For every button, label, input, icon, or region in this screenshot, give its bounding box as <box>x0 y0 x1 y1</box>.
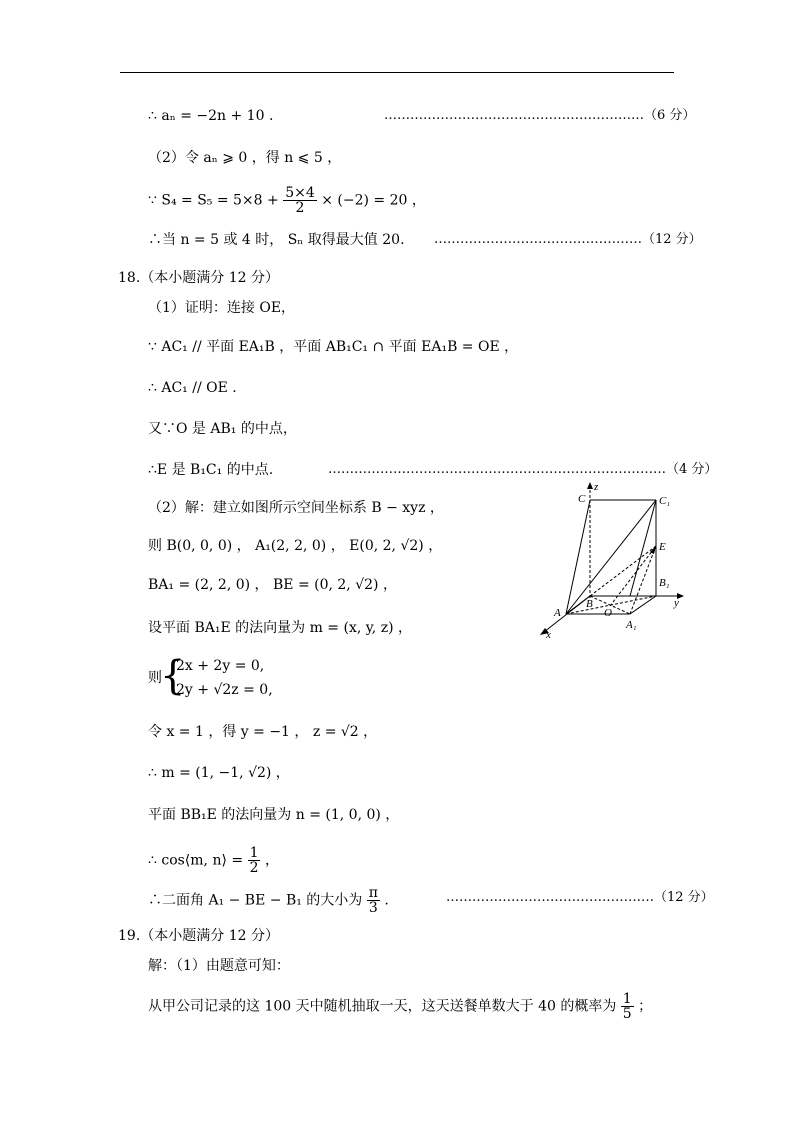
score-12: …………………………………………（12 分） <box>446 890 714 905</box>
text-span: ， <box>264 852 279 869</box>
label-c: C <box>578 493 586 505</box>
label-b: B <box>586 598 593 610</box>
fraction-numerator: 1 <box>622 991 632 1007</box>
text-line: （2）令 aₙ ⩾ 0 ，得 n ⩽ 5 ， <box>148 150 342 166</box>
text-line: 又∵O 是 AB₁ 的中点， <box>148 421 297 437</box>
text-line <box>148 992 652 1021</box>
label-z: z <box>594 481 599 493</box>
fraction-denominator: 5 <box>622 1006 632 1022</box>
fraction-denominator: 2 <box>249 860 259 876</box>
edge-a-c1 <box>566 500 656 614</box>
text-line: 则 B(0, 0, 0) ， A₁(2, 2, 0) ， E(0, 2, √2) ， <box>148 538 443 554</box>
text-span: ∵ S₄ = S₅ = 5×8 + <box>148 192 279 209</box>
text-span: . <box>384 892 389 909</box>
fraction-denominator: 2 <box>295 200 305 216</box>
text-line: 平面 BB₁E 的法向量为 n = (1, 0, 0) ， <box>148 807 400 823</box>
text-span: ； <box>638 998 653 1015</box>
system-brace: { <box>160 653 186 699</box>
fraction <box>248 846 261 875</box>
text-span: 从甲公司记录的这 100 天中随机抽取一天，这天送餐单数大于 40 的概率为 <box>148 998 617 1015</box>
text-line: ∴ AC₁ // OE . <box>148 380 237 396</box>
text-line: ∴ aₙ = −2n + 10 . <box>148 108 274 124</box>
problem-heading: 18.（本小题满分 12 分） <box>118 270 279 286</box>
prism-coordinate-figure <box>530 480 690 640</box>
edge-a1-b1 <box>630 596 656 614</box>
text-line <box>148 886 389 915</box>
fraction <box>367 886 380 915</box>
label-a: A <box>554 607 561 619</box>
text-line: 则 <box>148 670 162 686</box>
fraction-denominator: 3 <box>368 900 378 916</box>
text-line: （1）证明：连接 OE， <box>148 300 296 316</box>
edge-o-e <box>610 546 656 606</box>
edge-c1-a1 <box>630 500 656 596</box>
text-line: （2）解：建立如图所示空间坐标系 B − xyz ， <box>148 500 444 516</box>
header-rule <box>120 72 674 73</box>
label-e: E <box>659 541 666 553</box>
fraction <box>621 992 634 1021</box>
label-o: O <box>604 607 612 619</box>
score-6: ……………………………………………………（6 分） <box>384 108 696 123</box>
text-span: ∴ cos⟨m, n⟩ = <box>148 852 244 869</box>
text-line <box>148 186 426 215</box>
fraction-numerator: 1 <box>249 845 259 861</box>
text-line: ∴当 n = 5 或 4 时， Sₙ 取得最大值 20. <box>148 232 405 248</box>
text-line: ∴E 是 B₁C₁ 的中点. <box>148 462 274 478</box>
text-line <box>148 846 279 875</box>
text-line: BA₁ = (2, 2, 0) ， BE = (0, 2, √2) ， <box>148 577 397 593</box>
text-line: 解：（1）由题意可知： <box>148 958 290 974</box>
fraction <box>283 186 317 215</box>
label-b1: B₁ <box>659 577 670 589</box>
fraction-numerator: 5×4 <box>285 185 315 201</box>
score-4: ……………………………………………………………………（4 分） <box>328 462 718 477</box>
text-span: ∴二面角 A₁ − BE − B₁ 的大小为 <box>148 892 363 909</box>
text-span: × (−2) = 20 ， <box>321 192 426 209</box>
edge-c-a <box>566 500 590 614</box>
text-line: ∴ m = (1, −1, √2) ， <box>148 765 290 781</box>
fraction-numerator: π <box>368 885 378 901</box>
text-line: ∵ AC₁ // 平面 EA₁B ，平面 AB₁C₁ ∩ 平面 EA₁B = OE ， <box>148 339 519 355</box>
text-line: 设平面 BA₁E 的法向量为 m = (x, y, z) ， <box>148 620 412 636</box>
equation-line: 2x + 2y = 0, <box>176 658 265 674</box>
label-c1: C₁ <box>659 495 671 507</box>
equation-line: 2y + √2z = 0, <box>176 682 273 698</box>
label-x: x <box>546 629 551 640</box>
text-line: 令 x = 1 ，得 y = −1 ， z = √2 ， <box>148 724 378 740</box>
problem-heading: 19.（本小题满分 12 分） <box>118 928 279 944</box>
score-12: …………………………………………（12 分） <box>434 232 702 247</box>
label-a1: A₁ <box>626 619 637 631</box>
label-y: y <box>674 597 679 609</box>
z-arrow <box>587 482 593 489</box>
